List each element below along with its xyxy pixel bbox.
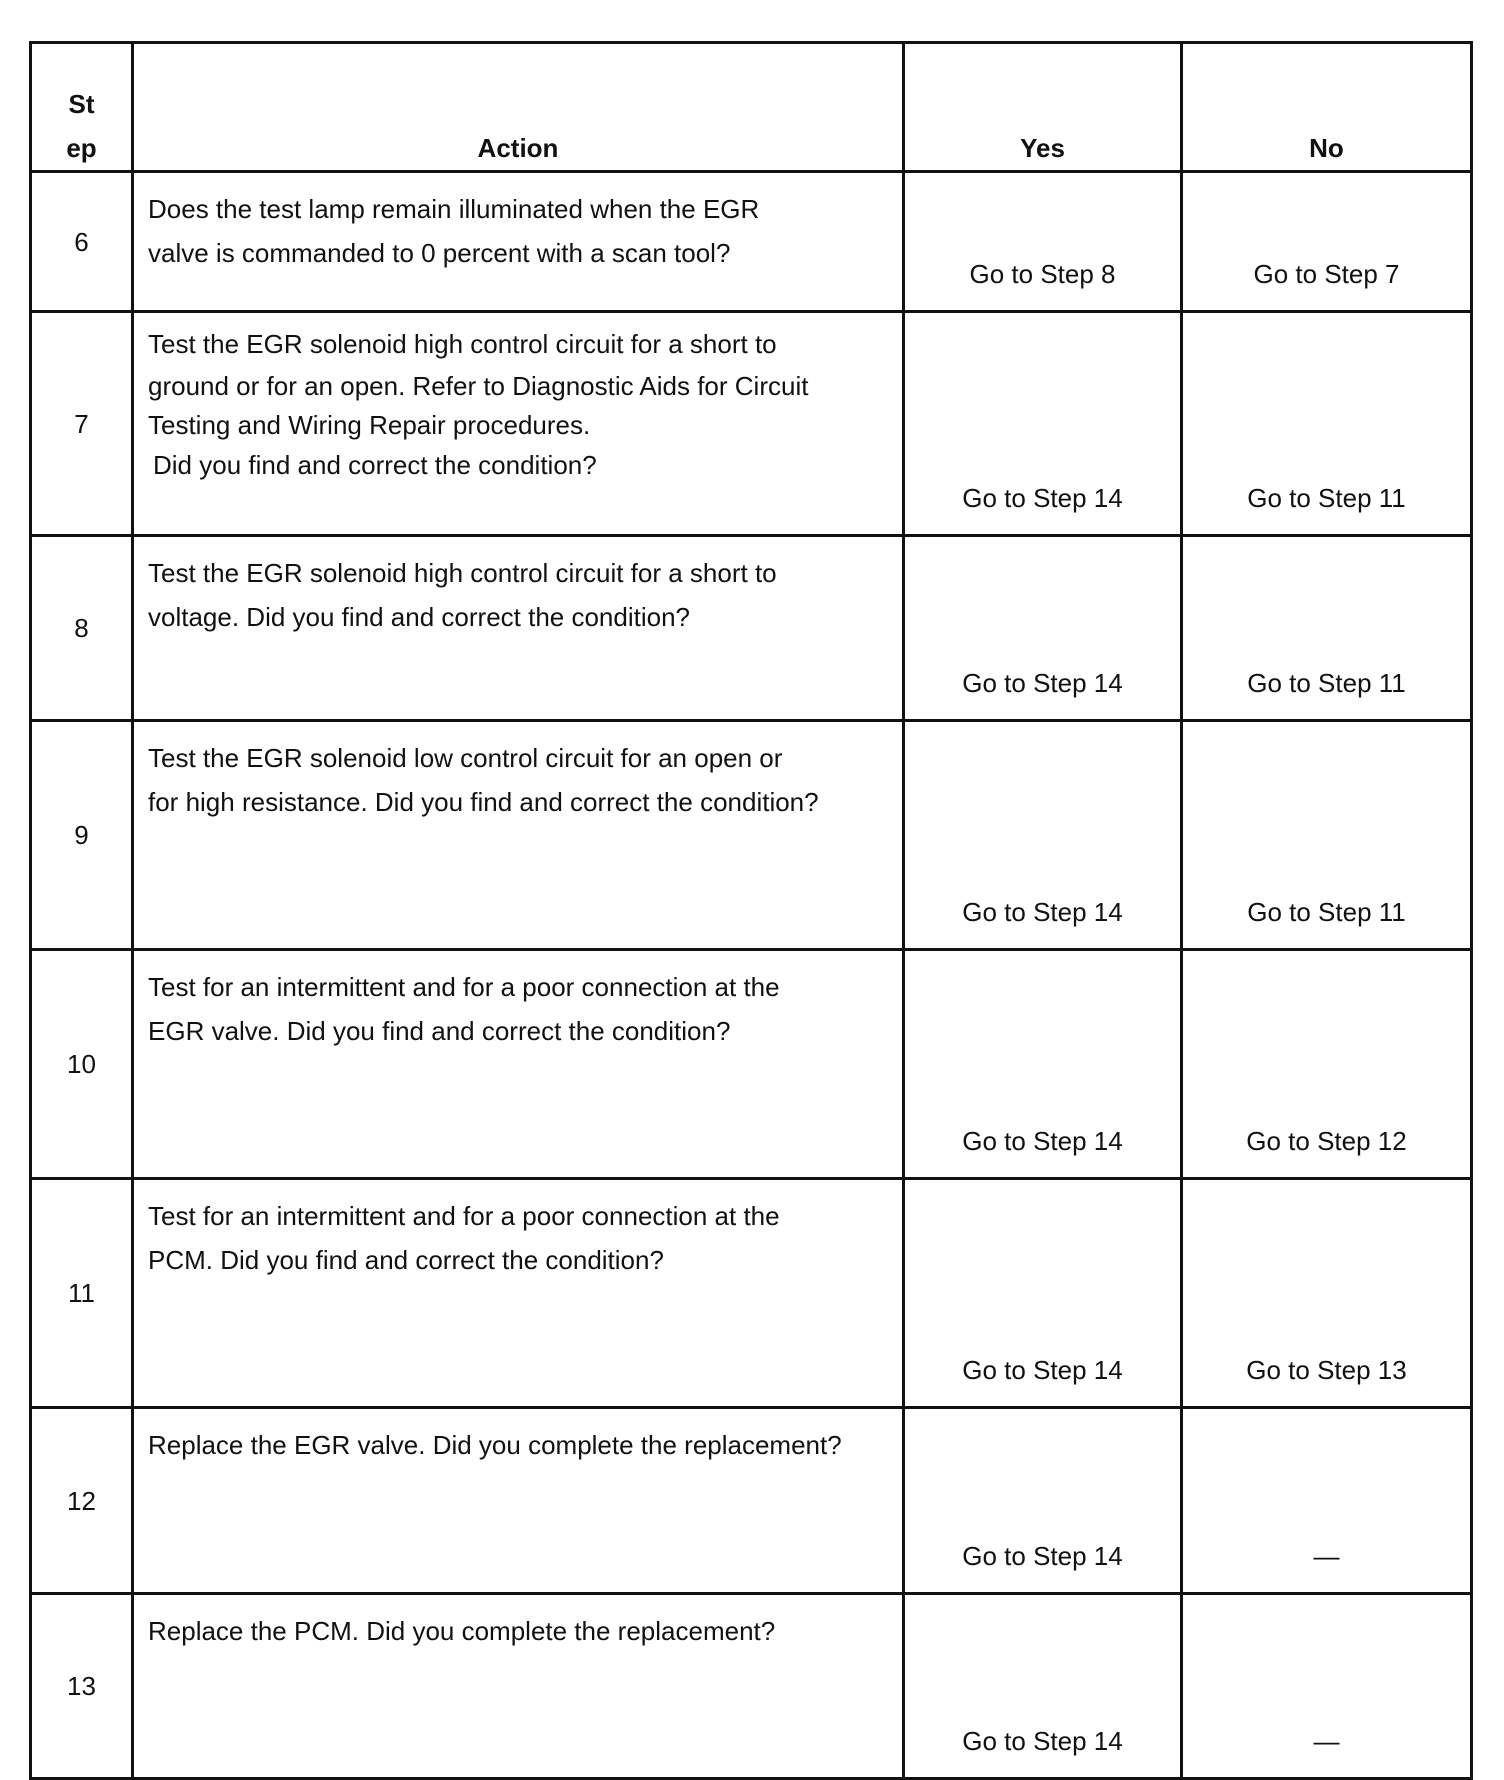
action-line: ground or for an open. Refer to Diagnostic Aids for Circuit [148,371,809,401]
no-result: Go to Step 7 [1182,172,1472,312]
yes-result: Go to Step 14 [904,1179,1182,1408]
yes-result: Go to Step 14 [904,1408,1182,1594]
action-line: Test the EGR solenoid high control circuit for a short to [148,329,777,359]
table-row [31,172,1472,312]
action-text [133,1594,904,1779]
no-result: — [1182,1594,1472,1779]
header-action: Action [133,43,904,172]
action-line: Did you find and correct the condition? [153,450,597,480]
no-result: Go to Step 13 [1182,1179,1472,1408]
action-text [133,1179,904,1408]
action-line: for high resistance. Did you find and correct the condition? [148,787,819,817]
step-number: 11 [31,1179,133,1408]
table-row [31,950,1472,1179]
action-text [133,950,904,1179]
action-line: valve is commanded to 0 percent with a scan tool? [148,238,731,268]
yes-result: Go to Step 14 [904,950,1182,1179]
step-number: 12 [31,1408,133,1594]
action-text [133,172,904,312]
table-row [31,721,1472,950]
header-no: No [1182,43,1472,172]
diagnostic-table [29,41,1473,1780]
action-line: Replace the EGR valve. Did you complete the replacement? [148,1430,842,1460]
action-line: Test the EGR solenoid low control circuit for an open or [148,743,783,773]
header-row [31,43,1472,172]
header-step: St ep [31,43,133,172]
yes-result: Go to Step 14 [904,721,1182,950]
yes-result: Go to Step 14 [904,1594,1182,1779]
step-number: 8 [31,536,133,721]
action-line: Replace the PCM. Did you complete the replacement? [148,1616,776,1646]
action-line: Does the test lamp remain illuminated when the EGR [148,194,760,224]
no-result: — [1182,1408,1472,1594]
table-row [31,1594,1472,1779]
table-row [31,312,1472,536]
table-row [31,1408,1472,1594]
step-number: 7 [31,312,133,536]
no-result: Go to Step 12 [1182,950,1472,1179]
step-number: 10 [31,950,133,1179]
yes-result: Go to Step 14 [904,312,1182,536]
yes-result: Go to Step 14 [904,536,1182,721]
table-row [31,1179,1472,1408]
action-line: PCM. Did you find and correct the condition? [148,1245,664,1275]
action-text [133,312,904,536]
no-result: Go to Step 11 [1182,536,1472,721]
action-line: Test for an intermittent and for a poor connection at the [148,972,780,1002]
action-line: Test the EGR solenoid high control circuit for a short to [148,558,777,588]
step-number: 6 [31,172,133,312]
header-yes: Yes [904,43,1182,172]
step-number: 13 [31,1594,133,1779]
no-result: Go to Step 11 [1182,721,1472,950]
action-line: Test for an intermittent and for a poor connection at the [148,1201,780,1231]
yes-result: Go to Step 8 [904,172,1182,312]
step-number: 9 [31,721,133,950]
action-text [133,721,904,950]
no-result: Go to Step 11 [1182,312,1472,536]
action-line: EGR valve. Did you find and correct the condition? [148,1016,731,1046]
table-row [31,536,1472,721]
action-text [133,1408,904,1594]
action-line: Testing and Wiring Repair procedures. [148,410,591,440]
action-line: voltage. Did you find and correct the condition? [148,602,691,632]
action-text [133,536,904,721]
